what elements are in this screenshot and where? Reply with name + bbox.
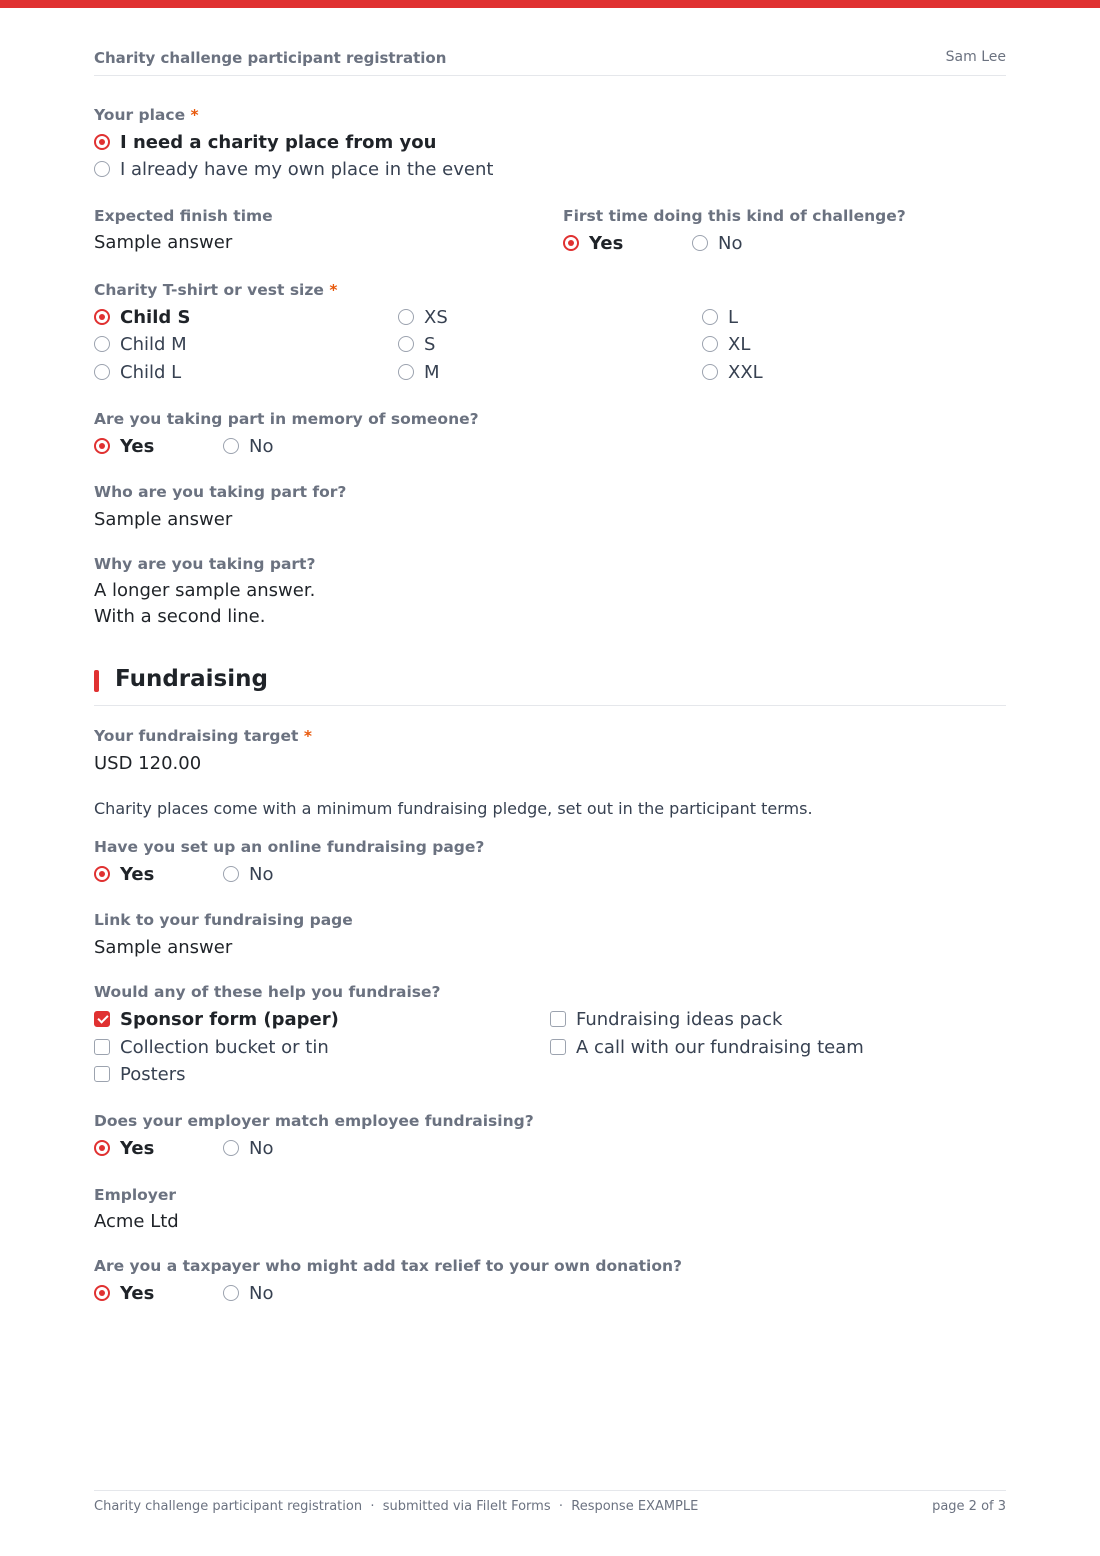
radio-icon <box>702 336 718 352</box>
radio-selected-icon <box>94 309 110 325</box>
employer-match-label: Does your employer match employee fundraising? <box>94 1112 534 1130</box>
shirt-size-label-text: Charity T-shirt or vest size <box>94 281 324 299</box>
radio-icon <box>398 336 414 352</box>
option-label: Child L <box>120 361 182 383</box>
option-label: Child M <box>120 333 187 355</box>
help-option-call-team[interactable] <box>550 1035 864 1059</box>
taxpayer-label: Are you a taxpayer who might add tax relief to your own donation? <box>94 1257 683 1275</box>
place-option-own[interactable] <box>94 157 493 181</box>
option-label: I already have my own place in the event <box>120 158 494 180</box>
option-label: I need a charity place from you <box>120 131 437 153</box>
pledge-note: Charity places come with a minimum fundraising pledge, set out in the participant terms. <box>94 799 813 818</box>
shirt-option-child-m[interactable] <box>94 332 187 356</box>
page-footer <box>94 1490 1006 1514</box>
online-page-label: Have you set up an online fundraising page? <box>94 838 485 856</box>
place-label-text: Your place <box>94 106 186 124</box>
in-memory-option-no[interactable] <box>223 434 273 458</box>
page-number: page 2 of 3 <box>932 1499 1006 1514</box>
radio-icon <box>94 336 110 352</box>
radio-icon <box>223 1140 239 1156</box>
first-time-label: First time doing this kind of challenge? <box>563 207 906 225</box>
taxpayer-option-no[interactable] <box>223 1281 273 1305</box>
option-label: S <box>424 333 436 355</box>
option-label: Yes <box>120 1282 155 1304</box>
radio-icon <box>702 364 718 380</box>
option-label: No <box>249 863 274 885</box>
help-option-sponsor-form[interactable] <box>94 1007 339 1031</box>
radio-selected-icon <box>94 1140 110 1156</box>
why-value-line1: A longer sample answer. <box>94 580 316 601</box>
option-label: Collection bucket or tin <box>120 1036 329 1058</box>
radio-icon <box>223 866 239 882</box>
page-link-value: Sample answer <box>94 937 233 958</box>
shirt-option-xl[interactable] <box>702 332 750 356</box>
option-label: A call with our fundraising team <box>576 1036 864 1058</box>
section-accent-bar <box>94 670 99 692</box>
radio-icon <box>94 161 110 177</box>
online-page-option-yes[interactable] <box>94 862 154 886</box>
help-option-posters[interactable] <box>94 1062 186 1086</box>
page-link-label: Link to your fundraising page <box>94 911 353 929</box>
help-option-collection-bucket[interactable] <box>94 1035 329 1059</box>
option-label: Posters <box>120 1063 186 1085</box>
help-label: Would any of these help you fundraise? <box>94 983 441 1001</box>
option-label: Fundraising ideas pack <box>576 1008 783 1030</box>
taking-part-for-value: Sample answer <box>94 509 233 530</box>
footer-info: Charity challenge participant registration · submitted via FileIt Forms · Response EXAMPLE <box>94 1499 699 1514</box>
option-label: Yes <box>120 1137 155 1159</box>
option-label: XXL <box>728 361 763 383</box>
shirt-option-l[interactable] <box>702 305 738 329</box>
first-time-option-no[interactable] <box>692 231 742 255</box>
checkbox-icon <box>550 1011 566 1027</box>
online-page-option-no[interactable] <box>223 862 273 886</box>
shirt-option-m[interactable] <box>398 360 440 384</box>
shirt-option-xxl[interactable] <box>702 360 763 384</box>
option-label: No <box>249 1137 274 1159</box>
top-accent-bar <box>0 0 1100 8</box>
radio-selected-icon <box>94 438 110 454</box>
radio-selected-icon <box>94 866 110 882</box>
checkbox-icon <box>94 1039 110 1055</box>
respondent-name: Sam Lee <box>945 49 1006 65</box>
target-value: USD 120.00 <box>94 753 202 774</box>
radio-icon <box>398 309 414 325</box>
place-label <box>94 106 199 124</box>
radio-icon <box>398 364 414 380</box>
checkbox-icon <box>94 1066 110 1082</box>
target-label <box>94 727 312 745</box>
shirt-size-label <box>94 281 337 299</box>
radio-selected-icon <box>563 235 579 251</box>
taking-part-for-label: Who are you taking part for? <box>94 483 347 501</box>
page-header <box>94 48 1006 76</box>
shirt-option-child-l[interactable] <box>94 360 181 384</box>
place-option-charity[interactable] <box>94 130 436 154</box>
required-marker: * <box>303 727 312 745</box>
section-title: Fundraising <box>115 666 268 692</box>
required-marker: * <box>329 281 338 299</box>
radio-icon <box>94 364 110 380</box>
in-memory-option-yes[interactable] <box>94 434 154 458</box>
employer-match-option-yes[interactable] <box>94 1136 154 1160</box>
radio-icon <box>223 1285 239 1301</box>
option-label: Yes <box>120 863 155 885</box>
in-memory-label: Are you taking part in memory of someone? <box>94 410 479 428</box>
option-label: XL <box>728 333 751 355</box>
employer-label: Employer <box>94 1186 177 1204</box>
radio-selected-icon <box>94 134 110 150</box>
checkbox-icon <box>550 1039 566 1055</box>
option-label: M <box>424 361 440 383</box>
checkbox-checked-icon <box>94 1011 110 1027</box>
required-marker: * <box>190 106 199 124</box>
option-label: Child S <box>120 306 191 328</box>
radio-icon <box>223 438 239 454</box>
finish-time-label: Expected finish time <box>94 207 273 225</box>
taxpayer-option-yes[interactable] <box>94 1281 154 1305</box>
option-label: L <box>728 306 739 328</box>
shirt-option-s[interactable] <box>398 332 435 356</box>
option-label: No <box>249 1282 274 1304</box>
first-time-option-yes[interactable] <box>563 231 623 255</box>
why-label: Why are you taking part? <box>94 555 316 573</box>
fundraising-section-header <box>94 666 1006 706</box>
employer-match-option-no[interactable] <box>223 1136 273 1160</box>
radio-selected-icon <box>94 1285 110 1301</box>
option-label: No <box>249 435 274 457</box>
option-label: XS <box>424 306 448 328</box>
option-label: Yes <box>589 232 624 254</box>
option-label: No <box>718 232 743 254</box>
form-title: Charity challenge participant registration <box>94 49 447 67</box>
help-option-ideas-pack[interactable] <box>550 1007 782 1031</box>
finish-time-value: Sample answer <box>94 232 233 253</box>
shirt-option-child-s[interactable] <box>94 305 190 329</box>
radio-icon <box>702 309 718 325</box>
radio-icon <box>692 235 708 251</box>
target-label-text: Your fundraising target <box>94 727 299 745</box>
option-label: Yes <box>120 435 155 457</box>
option-label: Sponsor form (paper) <box>120 1008 339 1030</box>
why-value-line2: With a second line. <box>94 606 266 627</box>
shirt-option-xs[interactable] <box>398 305 448 329</box>
employer-value: Acme Ltd <box>94 1211 179 1232</box>
